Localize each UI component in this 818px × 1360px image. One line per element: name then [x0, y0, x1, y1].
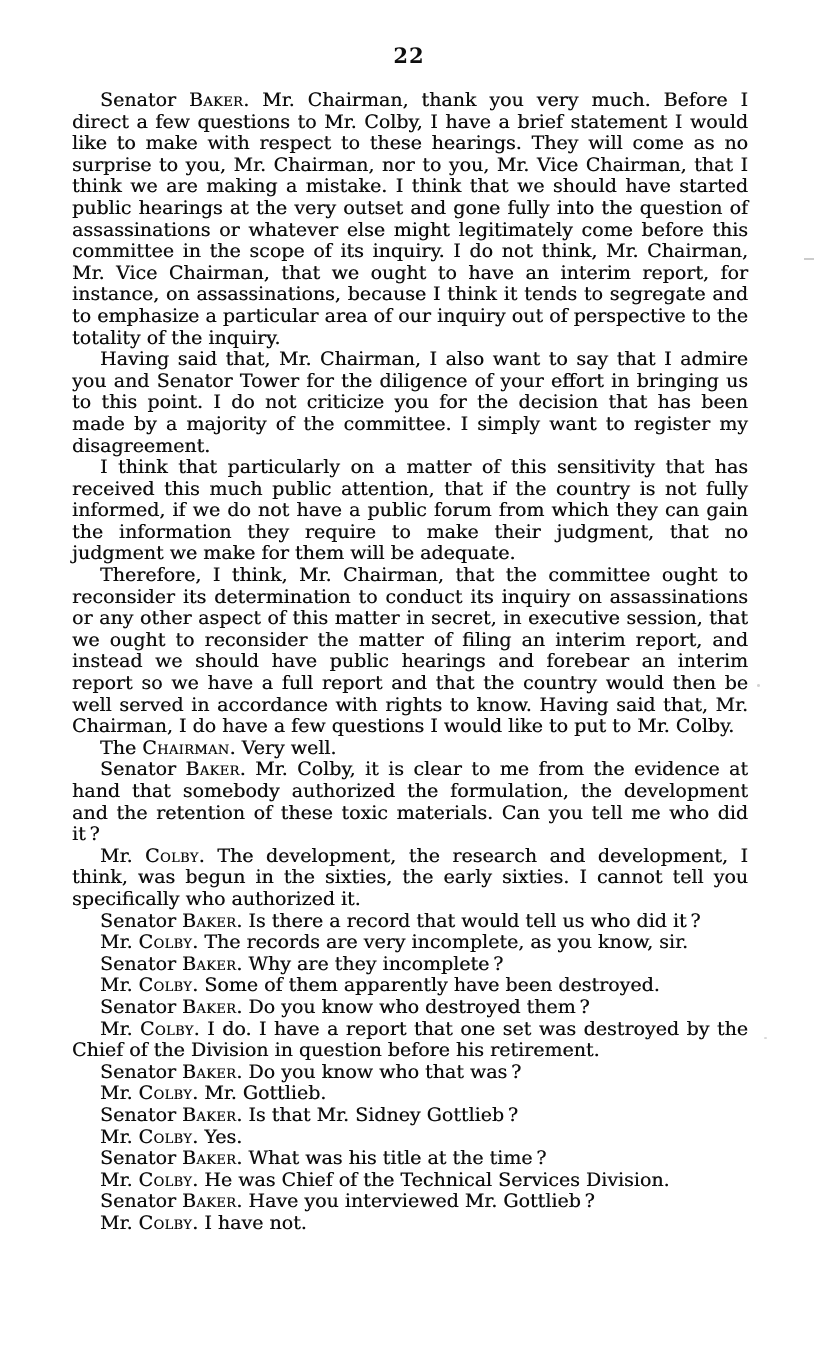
paragraph-text: Mr. Colby, it is clear to me from the evidence at hand that somebody authorized the formulation, the development and the retention of these toxic materials. Can you tell me who did it ?	[72, 758, 748, 846]
speaker-name: Colby	[138, 1211, 193, 1234]
speaker-name: Colby	[139, 1017, 194, 1040]
paragraph-text: Some of them apparently have been destroyed.	[204, 974, 660, 997]
speaker-name: Baker	[182, 1060, 237, 1083]
scan-speck	[764, 1037, 767, 1039]
transcript-paragraph	[72, 90, 748, 349]
paragraph-text: Therefore, I think, Mr. Chairman, that the committee ought to reconsider its determination to conduct its inquiry on assassinations or any other aspect of this matter in secret, in executive session, that we ought to reconsider the matter of filing an interim report, and instead we should have public hearings and forebear an interim report so we have a full report and that the country would then be well served in accordance with rights to know. Having said that, Mr. Chairman, I do have a few questions I would like to put to Mr. Colby.	[72, 564, 748, 738]
transcript-paragraph	[72, 1148, 748, 1170]
speaker-name: Colby	[138, 1082, 193, 1105]
transcript-paragraph	[72, 1105, 748, 1127]
speaker-label: Mr. Colby.	[100, 1211, 205, 1234]
paragraph-text: He was Chief of the Technical Services Division.	[204, 1168, 670, 1191]
paragraph-text: Very well.	[241, 736, 337, 759]
speaker-name: Colby	[138, 1125, 193, 1148]
transcript-paragraph	[72, 1019, 748, 1062]
speaker-name: Baker	[185, 758, 240, 781]
speaker-label: Senator Baker.	[100, 995, 249, 1018]
transcript-paragraph	[72, 1191, 748, 1213]
speaker-name: Colby	[138, 974, 193, 997]
speaker-name: Colby	[138, 931, 193, 954]
transcript-paragraph	[72, 975, 748, 997]
paragraph-text: Having said that, Mr. Chairman, I also want to say that I admire you and Senator Tower for the diligence of your effort in bringing us to this point. I do not criticize you for the decision that has been made by a majority of the committee. I simply want to register my disagreement.	[72, 348, 748, 457]
speaker-name: Baker	[182, 1103, 237, 1126]
speaker-name: Baker	[182, 1190, 237, 1213]
speaker-label: Senator Baker.	[100, 1060, 249, 1083]
scan-speck	[757, 684, 760, 687]
transcript-paragraph	[72, 1083, 748, 1105]
transcript-paragraph	[72, 457, 748, 565]
speaker-label: Mr. Colby.	[100, 1125, 205, 1148]
paragraph-text: Mr. Gottlieb.	[204, 1082, 327, 1105]
speaker-name: Colby	[138, 1168, 193, 1191]
paragraph-text: Is that Mr. Sidney Gottlieb ?	[248, 1103, 519, 1126]
paragraph-text: Have you interviewed Mr. Gottlieb ?	[248, 1190, 595, 1213]
speaker-label: Senator Baker.	[100, 909, 249, 932]
paragraph-text: Mr. Chairman, thank you very much. Before I direct a few questions to Mr. Colby, I have a brief statement I would like to make with respect to these hearings. They will come as no surprise to you, Mr. Chairman, nor to you, Mr. Vice Chairman, that I think we are making a mistake. I think that we should have started public hearings at the very outset and gone fully into the question of assassinations or whatever else might legitimately come before this committee in the scope of its inquiry. I do not think, Mr. Chairman, Mr. Vice Chairman, that we ought to have an interim report, for instance, on assassinations, because I think it tends to segregate and to emphasize a particular area of our inquiry out of perspective to the totality of the inquiry.	[72, 89, 748, 349]
speaker-name: Baker	[182, 909, 237, 932]
paragraph-text: Is there a record that would tell us who did it ?	[248, 909, 701, 932]
speaker-name: Baker	[182, 1147, 237, 1170]
scan-speck	[804, 258, 814, 260]
speaker-label: Senator Baker.	[100, 1103, 249, 1126]
speaker-name: Baker	[182, 952, 237, 975]
paragraph-text: Do you know who that was ?	[248, 1060, 522, 1083]
transcript-paragraph	[72, 997, 748, 1019]
transcript-paragraph	[72, 349, 748, 457]
transcript-paragraph	[72, 1062, 748, 1084]
paragraph-text: Yes.	[204, 1125, 243, 1148]
speaker-label: Mr. Colby.	[100, 1082, 205, 1105]
paragraph-text: I do. I have a report that one set was destroyed by the Chief of the Division in question before his retirement.	[72, 1017, 748, 1062]
speaker-label: Mr. Colby.	[100, 844, 218, 867]
speaker-label: Senator Baker.	[100, 1147, 249, 1170]
transcript-paragraph	[72, 911, 748, 933]
transcript-paragraph	[72, 846, 748, 911]
speaker-label: Senator Baker.	[100, 89, 263, 111]
paragraph-text: Why are they incomplete ?	[248, 952, 504, 975]
paragraph-text: I have not.	[204, 1211, 307, 1234]
paragraph-text: I think that particularly on a matter of this sensitivity that has received this much public attention, that if the country is not fully informed, if we do not have a public forum from which they can gain the information they require to make their judgment, that no judgment we make for them will be adequate.	[72, 456, 748, 565]
paragraph-text: Do you know who destroyed them ?	[248, 995, 590, 1018]
speaker-label: Mr. Colby.	[100, 1168, 205, 1191]
speaker-label: Mr. Colby.	[100, 931, 205, 954]
transcript-paragraph	[72, 738, 748, 760]
speaker-label: Senator Baker.	[100, 952, 249, 975]
transcript-paragraph	[72, 1213, 748, 1235]
paragraph-text: What was his title at the time ?	[248, 1147, 547, 1170]
speaker-name: Baker	[188, 89, 244, 111]
transcript-paragraph	[72, 1170, 748, 1192]
paragraph-text: The records are very incomplete, as you know, sir.	[204, 931, 688, 954]
transcript-paragraph	[72, 759, 748, 845]
speaker-label: Senator Baker.	[100, 1190, 249, 1213]
speaker-label: Mr. Colby.	[100, 1017, 208, 1040]
transcript	[72, 90, 748, 1234]
transcript-paragraph	[72, 1127, 748, 1149]
page-number: 22	[393, 43, 425, 68]
speaker-label: The Chairman.	[100, 736, 242, 759]
speaker-name: Chairman	[142, 736, 230, 759]
speaker-name: Colby	[145, 844, 199, 867]
transcript-paragraph	[72, 954, 748, 976]
speaker-label: Senator Baker.	[100, 758, 256, 781]
paragraph-text: The development, the research and development, I think, was begun in the sixties, the early sixties. I cannot tell you specifically who authorized it.	[72, 844, 748, 910]
transcript-paragraph	[72, 565, 748, 738]
transcript-paragraph	[72, 932, 748, 954]
speaker-label: Mr. Colby.	[100, 974, 205, 997]
speaker-name: Baker	[182, 995, 237, 1018]
